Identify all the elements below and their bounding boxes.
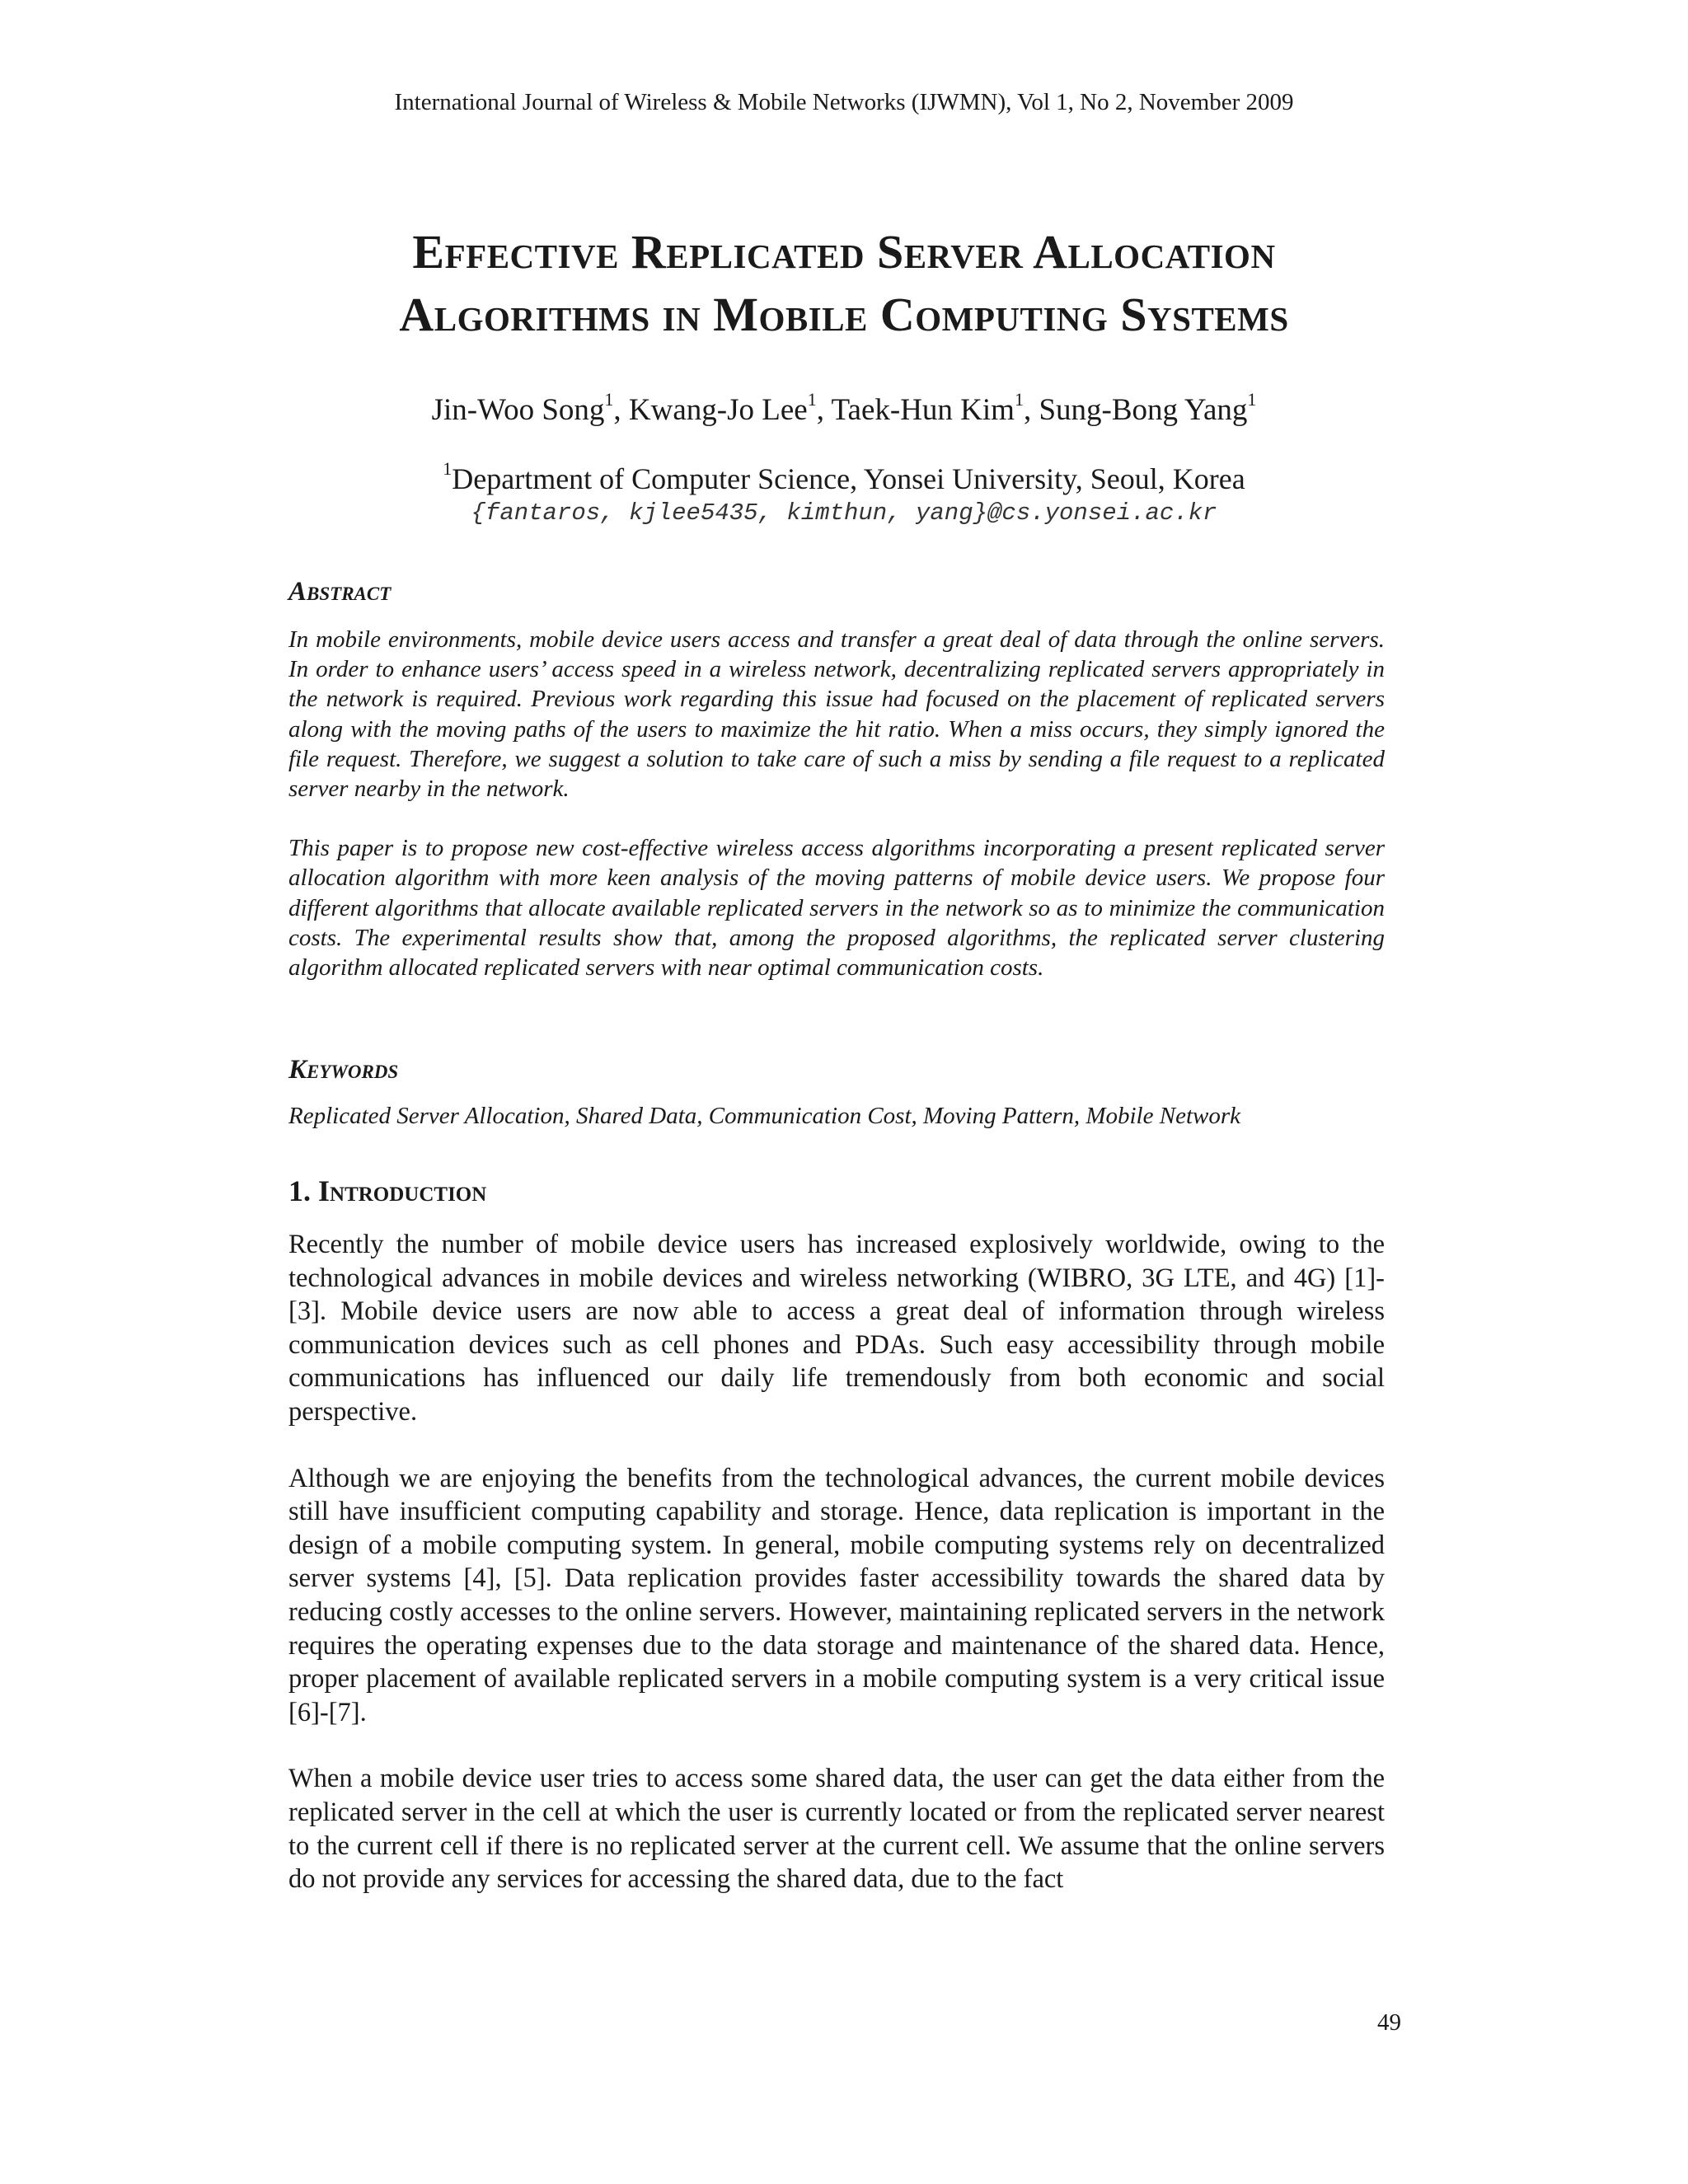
abstract-paragraph: In mobile environments, mobile device users access and transfer a great deal of data through the online servers. In order to enhance users’ access speed in a wireless network, decentralizing replicated servers appropriately in the network is required. Previous work regarding this issue had focused on the placement of replicated servers along with the moving paths of the users to maximize the hit ratio. When a miss occurs, they simply ignored the file request. Therefore, we suggest a solution to take care of such a miss by sending a file request to a replicated server nearby in the network. [288, 626, 1385, 803]
title-line-2: Algorithms in Mobile Computing Systems [399, 288, 1289, 341]
affiliation [0, 458, 1688, 496]
abstract-paragraph: This paper is to propose new cost-effective wireless access algorithms incorporating a present replicated server allocation algorithm with more keen analysis of the moving patterns of mobile device users. We propose four different algorithms that allocate available replicated servers in the network so as to minimize the communication costs. The experimental results show that, among the proposed algorithms, the replicated server clustering algorithm allocated replicated servers with near optimal communication costs. [288, 835, 1385, 982]
keywords-text: Replicated Server Allocation, Shared Data, Communication Cost, Moving Pattern, Mobile Network [288, 1103, 1241, 1129]
running-header: International Journal of Wireless & Mobile Networks (IJWMN), Vol 1, No 2, November 2009 [394, 89, 1294, 115]
introduction-paragraph: When a mobile device user tries to access some shared data, the user can get the data either from the replicated server in the cell at which the user is currently located or from the replicated server nearest to the current cell if there is no replicated server at the current cell. We assume that the online servers do not provide any services for accessing the shared data, due to the fact [288, 1764, 1385, 1895]
affiliation-mark: 1 [443, 458, 452, 479]
author-name: Jin-Woo Song [431, 393, 605, 427]
affiliation-text: Department of Computer Science, Yonsei University, Seoul, Korea [452, 462, 1245, 495]
author-emails: {fantaros, kjlee5435, kimthun, yang}@cs.yonsei.ac.kr [471, 499, 1217, 527]
author-name: Taek-Hun Kim [831, 393, 1015, 427]
abstract-body [288, 625, 1385, 982]
title-line-1: Effective Replicated Server Allocation [412, 225, 1276, 279]
introduction-heading: 1. Introduction [288, 1174, 487, 1207]
introduction-paragraph: Although we are enjoying the benefits from the technological advances, the current mobile devices still have insufficient computing capability and storage. Hence, data replication is important in the design of a mobile computing system. In general, mobile computing systems rely on decentralized server systems [4], [5]. Data replication provides faster accessibility towards the shared data by reducing costly accesses to the online servers. However, maintaining replicated servers in the network requires the operating expenses due to the data storage and maintenance of the shared data. Hence, proper placement of available replicated servers in a mobile computing system is a very critical issue [6]-[7]. [288, 1463, 1385, 1727]
author-affiliation-mark: 1 [807, 389, 817, 410]
author-name: Sung-Bong Yang [1039, 393, 1248, 427]
author-name: Kwang-Jo Lee [628, 393, 808, 427]
author-affiliation-mark: 1 [1014, 389, 1024, 410]
author-affiliation-mark: 1 [604, 389, 614, 410]
paper-title [0, 221, 1688, 346]
author-affiliation-mark: 1 [1247, 389, 1257, 410]
introduction-body [288, 1228, 1385, 1896]
author-list: Jin-Woo Song$^1$, Kwang-Jo Lee$^1$, Taek-Hun Kim$^1$, Sung-Bong Yang$^1$ [431, 389, 1257, 427]
page-number: 49 [1377, 2009, 1401, 2036]
introduction-paragraph: Recently the number of mobile device users has increased explosively worldwide, owing to the technological advances in mobile devices and wireless networking (WIBRO, 3G LTE, and 4G) [1]-[3]. Mobile device users are now able to access a great deal of information through wireless communication devices such as cell phones and PDAs. Such easy accessibility through mobile communications has influenced our daily life tremendously from both economic and social perspective. [288, 1230, 1385, 1427]
abstract-heading: Abstract [288, 577, 392, 607]
keywords-heading: Keywords [288, 1055, 399, 1085]
